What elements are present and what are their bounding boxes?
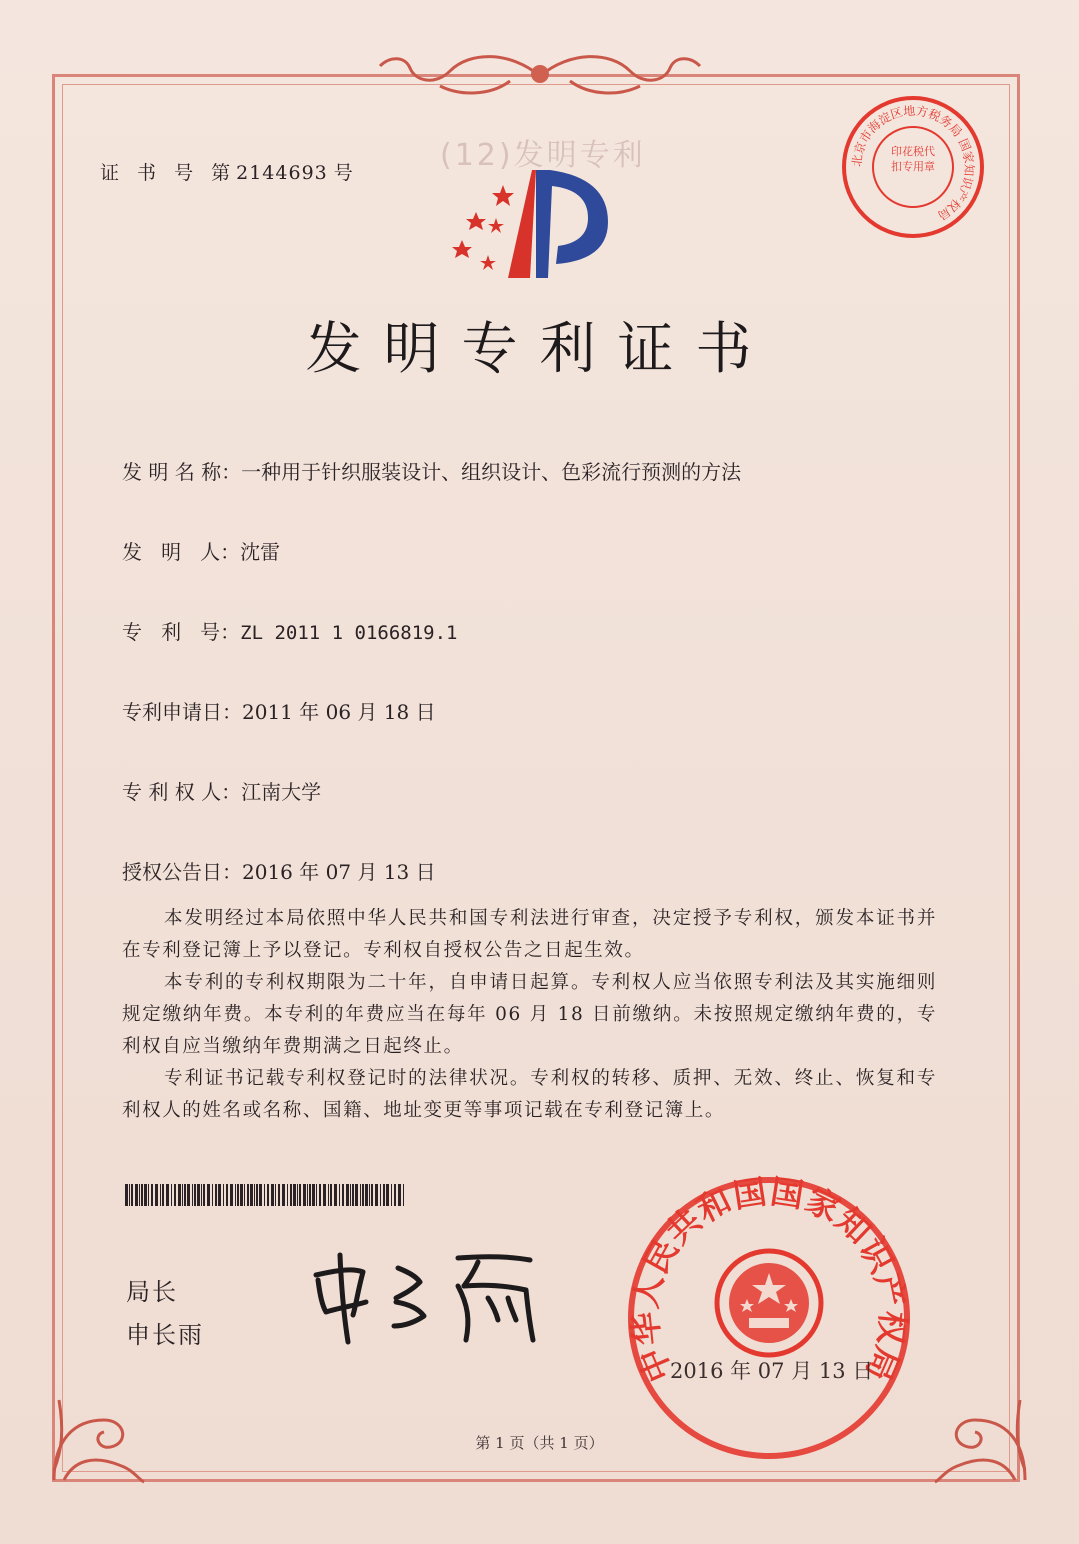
field-label: 专 利 权 人：: [122, 780, 242, 804]
barcode-bar: [307, 1184, 308, 1206]
background-watermark: (12)发明专利: [440, 138, 646, 173]
barcode-bar: [267, 1184, 269, 1206]
barcode-bar: [131, 1184, 133, 1206]
barcode-bar: [125, 1184, 128, 1206]
barcode-bar: [215, 1184, 217, 1206]
barcode-bar: [383, 1184, 385, 1206]
barcode-bar: [391, 1184, 392, 1206]
barcode-bar: [375, 1184, 378, 1206]
barcode-bar: [259, 1184, 262, 1206]
field-invention-name: [122, 456, 741, 485]
barcode-bar: [360, 1184, 361, 1206]
barcode-bar: [192, 1184, 193, 1206]
barcode-bar: [346, 1184, 349, 1206]
field-value: 沈雷: [240, 540, 281, 564]
barcode-bar: [403, 1184, 404, 1206]
barcode-bar: [309, 1184, 311, 1206]
field-value: ZL 2011 1 0166819.1: [240, 622, 458, 644]
barcode-bar: [319, 1184, 321, 1206]
barcode-bar: [223, 1184, 224, 1206]
barcode-bar: [386, 1184, 389, 1206]
field-label: 授权公告日：: [122, 860, 242, 884]
barcode-bar: [278, 1184, 280, 1206]
barcode-bar: [256, 1184, 258, 1206]
barcode-bar: [166, 1184, 169, 1206]
field-grant-date: [122, 856, 436, 885]
barcode-bar: [171, 1184, 172, 1206]
barcode-bar: [187, 1184, 190, 1206]
barcode-bar: [352, 1184, 354, 1206]
barcode-bar: [151, 1184, 153, 1206]
barcode-bar: [299, 1184, 301, 1206]
barcode-bar: [240, 1184, 243, 1206]
barcode-bar: [282, 1184, 285, 1206]
barcode-bar: [182, 1184, 183, 1206]
barcode-bar: [247, 1184, 249, 1206]
barcode-bar: [207, 1184, 210, 1206]
barcode-bar: [350, 1184, 351, 1206]
field-application-date: [122, 696, 436, 725]
barcode-bar: [330, 1184, 332, 1206]
barcode-bar: [162, 1184, 164, 1206]
barcode-bar: [293, 1184, 296, 1206]
barcode-bar: [184, 1184, 186, 1206]
seal-date: 2016 年 07 月 13 日: [670, 1359, 874, 1383]
barcode-bar: [316, 1184, 317, 1206]
barcode-bar: [194, 1184, 196, 1206]
barcode-bar: [290, 1184, 292, 1206]
field-value: 一种用于针织服装设计、组织设计、色彩流行预测的方法: [241, 460, 742, 484]
barcode-bar: [303, 1184, 306, 1206]
barcode-bar: [355, 1184, 358, 1206]
body-paragraph-2: 本专利的专利权期限为二十年，自申请日起算。专利权人应当依照专利法及其实施细则规定缴纳年费。本专利的年费应当在每年 06 月 18 日前缴纳。未按照规定缴纳年费的，专利权自应当缴纳年费期满之日起终止。: [122, 972, 937, 1057]
certificate-number: [100, 158, 354, 185]
top-ornament: [360, 46, 720, 104]
director-title: 局长: [126, 1278, 178, 1306]
barcode-bar: [197, 1184, 200, 1206]
barcode-bar: [129, 1184, 130, 1206]
barcode-bar: [178, 1184, 181, 1206]
certificate-number-value: 2144693: [236, 162, 328, 184]
barcode-bar: [365, 1184, 368, 1206]
barcode-bar: [362, 1184, 364, 1206]
field-patentee: [122, 776, 321, 805]
barcode-bar: [287, 1184, 288, 1206]
director-name: 申长雨: [126, 1321, 204, 1349]
patent-office-logo: [448, 160, 618, 285]
barcode-bar: [380, 1184, 381, 1206]
barcode-bar: [226, 1184, 228, 1206]
barcode-bar: [275, 1184, 276, 1206]
barcode: [125, 1184, 407, 1206]
tax-stamp-ring-text: 北京市海淀区地方税务局 国家知识产权局: [849, 103, 977, 223]
barcode-bar: [254, 1184, 255, 1206]
barcode-bar: [148, 1184, 149, 1206]
barcode-bar: [235, 1184, 236, 1206]
field-value: 2016 年 07 月 13 日: [242, 860, 436, 884]
barcode-bar: [212, 1184, 213, 1206]
page-title: 发明专利证书: [305, 317, 774, 382]
barcode-bar: [342, 1184, 344, 1206]
barcode-bar: [144, 1184, 147, 1206]
barcode-bar: [264, 1184, 265, 1206]
barcode-bar: [312, 1184, 315, 1206]
barcode-bar: [135, 1184, 138, 1206]
barcode-bar: [297, 1184, 298, 1206]
barcode-bar: [371, 1184, 373, 1206]
barcode-bar: [369, 1184, 370, 1206]
tax-stamp-center-text: 印花税代扣专用章: [891, 145, 935, 173]
barcode-bar: [237, 1184, 239, 1206]
barcode-bar: [203, 1184, 205, 1206]
body-paragraph-3: 专利证书记载专利权登记时的法律状况。专利权的转移、质押、无效、终止、恢复和专利权人的姓名或名称、国籍、地址变更等事项记载在专利登记簿上。: [122, 1068, 937, 1121]
barcode-bar: [250, 1184, 253, 1206]
barcode-bar: [398, 1184, 401, 1206]
field-inventor: [122, 536, 280, 565]
barcode-bar: [174, 1184, 176, 1206]
body-paragraph-1: 本发明经过本局依照中华人民共和国专利法进行审查，决定授予专利权，颁发本证书并在专利登记簿上予以登记。专利权自授权公告之日起生效。: [122, 908, 937, 961]
field-value: 江南大学: [241, 780, 322, 804]
seal-ring-text: 中华人民共和国国家知识产权局: [625, 1173, 913, 1388]
official-seal: [624, 1173, 914, 1463]
barcode-bar: [141, 1184, 143, 1206]
barcode-bar: [334, 1184, 337, 1206]
barcode-bar: [394, 1184, 396, 1206]
barcode-bar: [323, 1184, 326, 1206]
field-label: 专 利 号：: [122, 620, 241, 644]
barcode-bar: [271, 1184, 274, 1206]
barcode-bar: [244, 1184, 245, 1206]
barcode-bar: [155, 1184, 158, 1206]
field-label: 发 明 人：: [122, 540, 241, 564]
barcode-bar: [339, 1184, 340, 1206]
certificate-number-suffix: 号: [333, 162, 354, 184]
barcode-bar: [201, 1184, 202, 1206]
barcode-bar: [160, 1184, 161, 1206]
barcode-bar: [139, 1184, 140, 1206]
page-footer: 第 1 页（共 1 页）: [475, 1434, 604, 1452]
barcode-bar: [230, 1184, 233, 1206]
certificate-number-label: 证 书 号 第: [100, 162, 237, 184]
director-signature: [308, 1250, 548, 1345]
barcode-bar: [218, 1184, 221, 1206]
field-patent-number: [122, 616, 458, 645]
tax-stamp: [838, 92, 988, 242]
barcode-bar: [328, 1184, 329, 1206]
field-label: 专利申请日：: [122, 700, 242, 724]
field-value: 2011 年 06 月 18 日: [242, 700, 436, 724]
field-label: 发 明 名 称：: [122, 460, 242, 484]
